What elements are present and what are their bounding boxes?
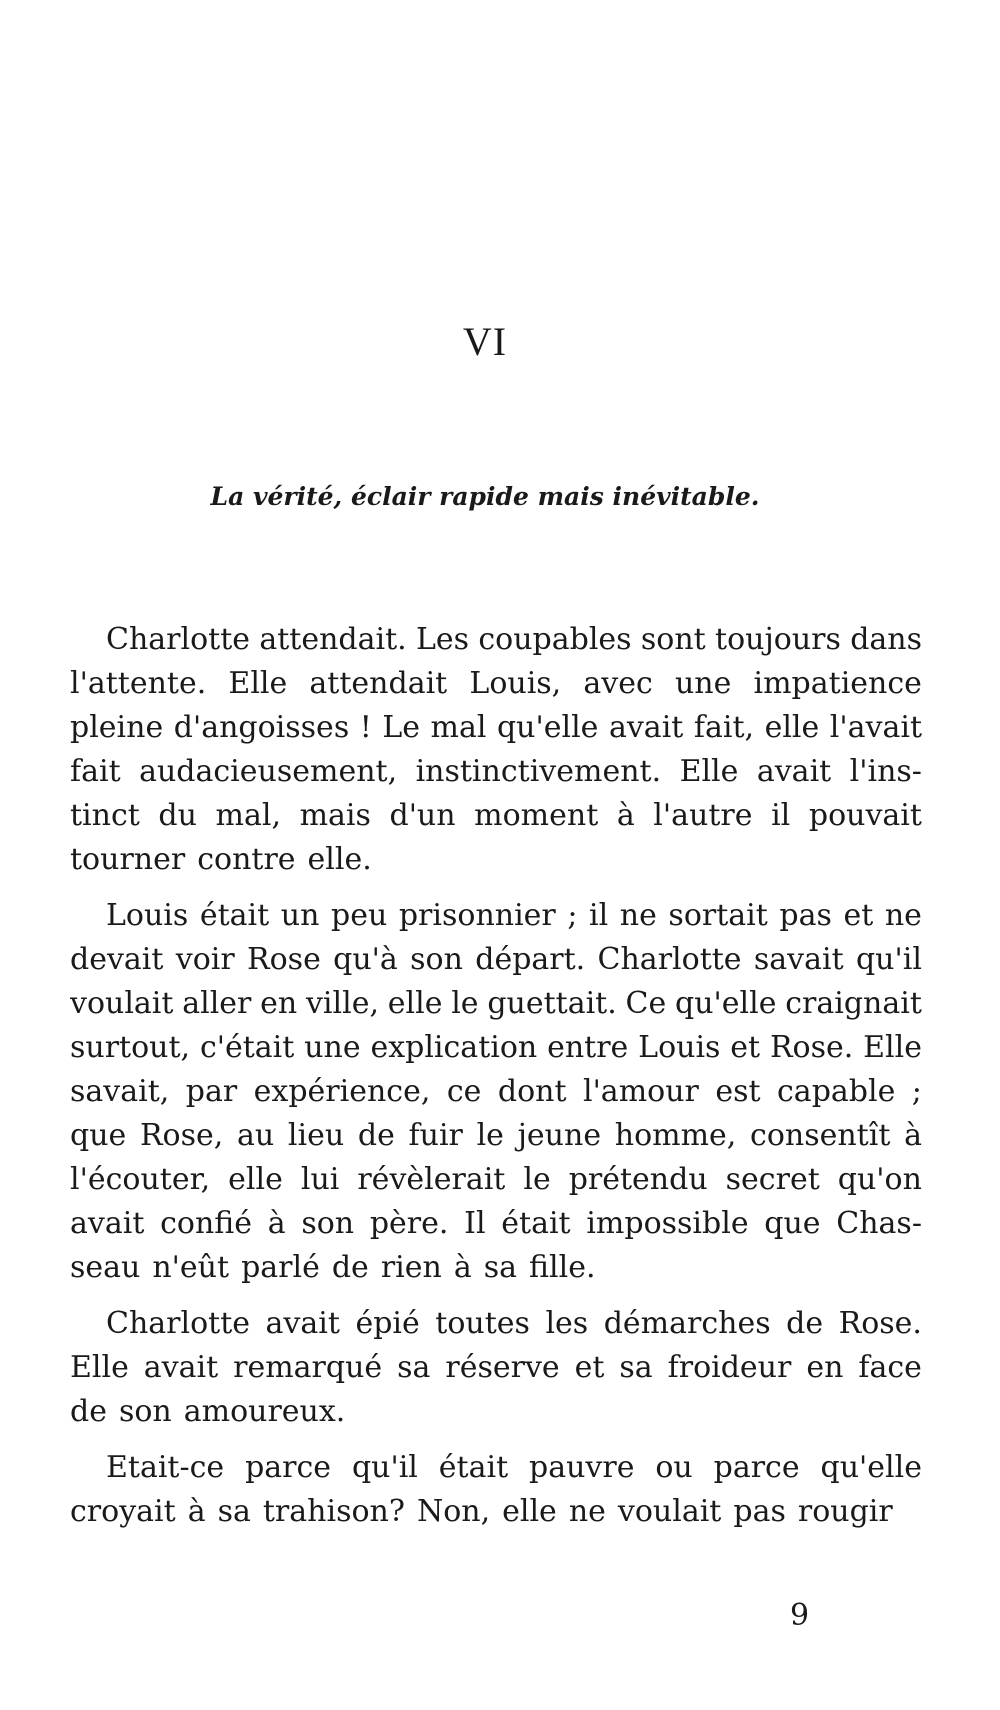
text-line: croyait à sa trahison? Non, elle ne voulait pas rougir: [70, 1494, 893, 1529]
text-line: tinct du mal, mais d'un moment à l'autre il pouvait: [70, 798, 922, 833]
text-line: Louis était un peu prisonnier ; il ne sortait pas et ne: [106, 898, 922, 933]
text-line: Charlotte avait épié toutes les démarches de Rose.: [106, 1306, 922, 1341]
paragraph: [70, 1302, 922, 1434]
text-line: devait voir Rose qu'à son départ. Charlotte savait qu'il: [70, 942, 922, 977]
text-line: pleine d'angoisses ! Le mal qu'elle avait fait, elle l'avait: [70, 710, 922, 745]
text-line: seau n'eût parlé de rien à sa fille.: [70, 1250, 596, 1285]
paragraph: [70, 618, 922, 882]
text-line: de son amoureux.: [70, 1394, 346, 1429]
text-line: tourner contre elle.: [70, 842, 372, 877]
text-line: Etait-ce parce qu'il était pauvre ou parce qu'elle: [106, 1450, 922, 1485]
paragraph: [70, 894, 922, 1290]
text-line: Elle avait remarqué sa réserve et sa froideur en face: [70, 1350, 922, 1385]
text-line: que Rose, au lieu de fuir le jeune homme, consentît à: [70, 1118, 922, 1153]
page-number: 9: [790, 1598, 810, 1633]
text-line: Charlotte attendait. Les coupables sont toujours dans: [106, 622, 922, 657]
chapter-title: La vérité, éclair rapide mais inévitable.: [210, 482, 760, 511]
text-line: surtout, c'était une explication entre Louis et Rose. Elle: [70, 1030, 922, 1065]
text-line: l'attente. Elle attendait Louis, avec une impatience: [70, 666, 922, 701]
text-line: l'écouter, elle lui révèlerait le prétendu secret qu'on: [70, 1162, 922, 1197]
paragraph: [70, 1446, 922, 1534]
text-line: avait confié à son père. Il était impossible que Chas-: [70, 1206, 922, 1241]
text-line: savait, par expérience, ce dont l'amour est capable ;: [70, 1074, 922, 1109]
text-line: voulait aller en ville, elle le guettait. Ce qu'elle craignait: [70, 986, 922, 1021]
body-text: [70, 618, 922, 1546]
text-line: fait audacieusement, instinctivement. Elle avait l'ins-: [70, 754, 922, 789]
chapter-number: VI: [462, 319, 508, 364]
